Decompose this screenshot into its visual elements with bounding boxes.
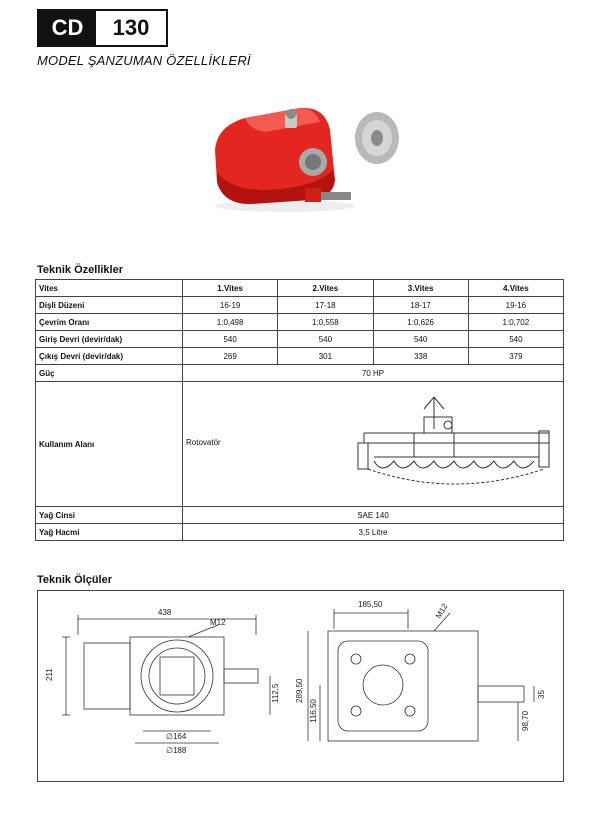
technical-drawing (38, 591, 565, 783)
dim-right-width: 185,50 (358, 600, 383, 609)
table-row-oil-type: Yağ Cinsi SAE 140 (36, 507, 564, 524)
table-header-row: Vites 1.Vites 2.Vites 3.Vites 4.Vites (36, 280, 564, 297)
technical-drawing-box (37, 590, 564, 782)
spec-section-title: Teknik Özellikler (37, 264, 124, 276)
model-badge (37, 9, 168, 47)
table-row-oil-volume: Yağ Hacmi 3,5 Litre (36, 524, 564, 541)
spec-table (35, 279, 564, 541)
table-row: Giriş Devri (devir/dak) 540 540 540 540 (36, 331, 564, 348)
usage-cell: Rotovatör (183, 382, 564, 507)
model-code: CD (39, 11, 96, 45)
dim-right-h2: 116,50 (309, 699, 318, 723)
table-row: Çıkış Devri (devir/dak) 269 301 338 379 (36, 348, 564, 365)
dim-left-d2: ∅188 (166, 746, 187, 755)
dim-right-thread: M12 (433, 602, 450, 620)
table-row-power: Güç 70 HP (36, 365, 564, 382)
dim-left-shaft: 112,5 (271, 683, 280, 703)
table-row-usage: Kullanım Alanı Rotovatör (36, 382, 564, 507)
page-subtitle: MODEL ŞANZUMAN ÖZELLİKLERİ (37, 53, 251, 68)
dims-section-title: Teknik Ölçüler (37, 574, 112, 586)
dim-right-h1: 289,50 (295, 678, 304, 703)
table-row: Dişli Düzeni 16-19 17-18 18-17 19-16 (36, 297, 564, 314)
table-row: Çevrim Oranı 1:0,498 1:0,558 1:0,626 1:0,702 (36, 314, 564, 331)
dim-left-thread: M12 (210, 618, 226, 627)
gearbox-product-image (205, 100, 405, 218)
dim-left-height: 211 (45, 668, 54, 681)
rotovator-drawing (354, 389, 554, 499)
dim-left-d1: ∅164 (166, 732, 187, 741)
model-number: 130 (96, 11, 166, 45)
dim-left-width: 438 (158, 608, 172, 617)
dim-right-h3: 35 (537, 690, 546, 699)
bevel-gear-icon (355, 112, 399, 164)
dim-right-h4: 98,70 (521, 710, 530, 731)
